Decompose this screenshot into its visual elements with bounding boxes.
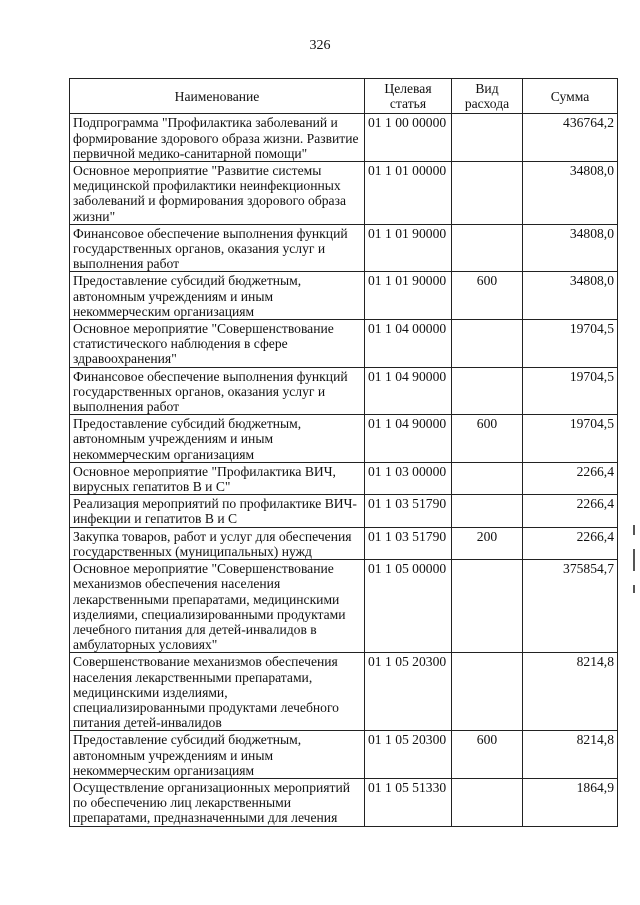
row-type bbox=[452, 320, 523, 368]
row-type bbox=[452, 653, 523, 731]
row-name: Предоставление субсидий бюджетным, автономным учреждениям и иным некоммерческим организациям bbox=[70, 272, 365, 320]
table-row bbox=[70, 527, 618, 559]
row-code: 01 1 01 90000 bbox=[365, 224, 452, 272]
row-sum: 8214,8 bbox=[523, 653, 618, 731]
header-type: Вид расхода bbox=[452, 79, 523, 114]
budget-table bbox=[69, 78, 618, 827]
row-name: Основное мероприятие "Развитие системы медицинской профилактики неинфекционных заболеваний и формирования здорового образа жизни" bbox=[70, 162, 365, 225]
row-name: Предоставление субсидий бюджетным, автономным учреждениям и иным некоммерческим организациям bbox=[70, 415, 365, 463]
row-code: 01 1 05 00000 bbox=[365, 560, 452, 653]
row-sum: 436764,2 bbox=[523, 114, 618, 162]
row-name: Финансовое обеспечение выполнения функций государственных органов, оказания услуг и выполнения работ bbox=[70, 224, 365, 272]
row-sum: 19704,5 bbox=[523, 367, 618, 415]
header-code: Целевая статья bbox=[365, 79, 452, 114]
page-number: 326 bbox=[309, 38, 331, 53]
row-sum: 34808,0 bbox=[523, 224, 618, 272]
row-name: Предоставление субсидий бюджетным, автономным учреждениям и иным некоммерческим организациям bbox=[70, 731, 365, 779]
row-sum: 34808,0 bbox=[523, 272, 618, 320]
row-code: 01 1 00 00000 bbox=[365, 114, 452, 162]
row-type: 200 bbox=[452, 527, 523, 559]
row-code: 01 1 03 00000 bbox=[365, 462, 452, 494]
row-code: 01 1 04 90000 bbox=[365, 415, 452, 463]
table-row bbox=[70, 367, 618, 415]
row-code: 01 1 05 51330 bbox=[365, 778, 452, 826]
row-sum: 2266,4 bbox=[523, 527, 618, 559]
row-code: 01 1 04 00000 bbox=[365, 320, 452, 368]
row-sum: 375854,7 bbox=[523, 560, 618, 653]
row-sum: 19704,5 bbox=[523, 320, 618, 368]
row-type: 600 bbox=[452, 415, 523, 463]
row-name: Основное мероприятие "Совершенствование статистического наблюдения в сфере здравоохранения" bbox=[70, 320, 365, 368]
table-row bbox=[70, 778, 618, 826]
row-code: 01 1 04 90000 bbox=[365, 367, 452, 415]
row-sum: 2266,4 bbox=[523, 462, 618, 494]
row-sum: 1864,9 bbox=[523, 778, 618, 826]
header-sum: Сумма bbox=[523, 79, 618, 114]
scan-edge-marks bbox=[633, 525, 636, 607]
table-row bbox=[70, 162, 618, 225]
row-type bbox=[452, 367, 523, 415]
row-code: 01 1 01 00000 bbox=[365, 162, 452, 225]
table-row bbox=[70, 495, 618, 527]
row-sum: 2266,4 bbox=[523, 495, 618, 527]
row-type bbox=[452, 778, 523, 826]
table-row bbox=[70, 272, 618, 320]
row-name: Подпрограмма "Профилактика заболеваний и формирование здорового образа жизни. Развитие первичной медико-санитарной помощи" bbox=[70, 114, 365, 162]
table-row bbox=[70, 415, 618, 463]
table-row bbox=[70, 320, 618, 368]
row-name: Основное мероприятие "Профилактика ВИЧ, вирусных гепатитов В и С" bbox=[70, 462, 365, 494]
row-code: 01 1 01 90000 bbox=[365, 272, 452, 320]
row-name: Реализация мероприятий по профилактике ВИЧ-инфекции и гепатитов В и С bbox=[70, 495, 365, 527]
row-type bbox=[452, 495, 523, 527]
table-row bbox=[70, 224, 618, 272]
row-name: Осуществление организационных мероприятий по обеспечению лиц лекарственными препаратами, предназначенными для лечения bbox=[70, 778, 365, 826]
header-name: Наименование bbox=[70, 79, 365, 114]
row-name: Финансовое обеспечение выполнения функций государственных органов, оказания услуг и выполнения работ bbox=[70, 367, 365, 415]
row-type bbox=[452, 462, 523, 494]
table-row bbox=[70, 462, 618, 494]
row-name: Совершенствование механизмов обеспечения населения лекарственными препаратами, медицинскими изделиями, специализированными продуктами лечебного питания детей-инвалидов bbox=[70, 653, 365, 731]
row-code: 01 1 03 51790 bbox=[365, 527, 452, 559]
row-name: Основное мероприятие "Совершенствование механизмов обеспечения населения лекарственными препаратами, медицинскими изделиями, специализированными продуктами лечебного питания для детей-инвалидов в амбулаторных условиях" bbox=[70, 560, 365, 653]
row-type bbox=[452, 162, 523, 225]
row-code: 01 1 03 51790 bbox=[365, 495, 452, 527]
row-type: 600 bbox=[452, 731, 523, 779]
row-name: Закупка товаров, работ и услуг для обеспечения государственных (муниципальных) нужд bbox=[70, 527, 365, 559]
table-row bbox=[70, 560, 618, 653]
row-code: 01 1 05 20300 bbox=[365, 731, 452, 779]
row-type: 600 bbox=[452, 272, 523, 320]
row-sum: 8214,8 bbox=[523, 731, 618, 779]
row-sum: 34808,0 bbox=[523, 162, 618, 225]
row-type bbox=[452, 224, 523, 272]
table-row bbox=[70, 114, 618, 162]
row-sum: 19704,5 bbox=[523, 415, 618, 463]
row-type bbox=[452, 114, 523, 162]
table-row bbox=[70, 731, 618, 779]
row-code: 01 1 05 20300 bbox=[365, 653, 452, 731]
row-type bbox=[452, 560, 523, 653]
table-header-row bbox=[70, 79, 618, 114]
table-row bbox=[70, 653, 618, 731]
